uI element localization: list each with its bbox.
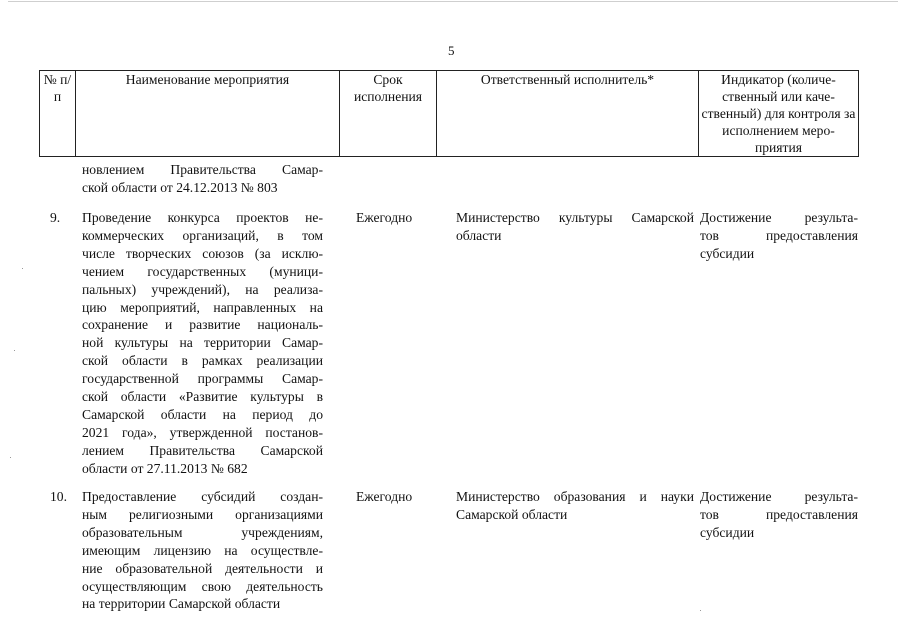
name-line: Проведение конкурса проектов не- <box>82 210 323 225</box>
executor-value <box>456 488 694 524</box>
header-name: Наименование мероприятия <box>76 71 340 157</box>
header-term: Срок исполнения <box>340 71 437 157</box>
name-line: лением Правительства Самарской <box>82 442 323 458</box>
name-line: ным религиозными организациями <box>82 506 323 522</box>
executor-line: области <box>456 227 502 243</box>
scan-speck <box>700 610 701 611</box>
indicator-line: тов предоставления <box>700 227 858 243</box>
name-line: пальных) учреждений), на реализа- <box>82 281 323 297</box>
name-line: новлением Правительства Самар- <box>82 162 323 177</box>
table-row <box>82 488 323 613</box>
scan-speck <box>22 268 23 269</box>
name-line: ной культуры на территории Самар- <box>82 335 323 351</box>
indicator-line: субсидии <box>700 245 755 261</box>
row-number: 9. <box>50 210 61 225</box>
name-line: ской области «Развитие культуры в <box>82 389 323 405</box>
name-line: ние образовательной деятельности и <box>82 560 323 576</box>
header-indicator: Индикатор (количе-ственный или каче-ственный) для контроля за исполнением меро-приятия <box>699 71 859 157</box>
page-number: 5 <box>448 43 455 58</box>
scan-speck <box>10 457 11 458</box>
name-line: числе творческих союзов (за исклю- <box>82 245 323 261</box>
name-line: области от 27.11.2013 № 682 <box>82 460 248 476</box>
name-line: имеющим лицензию на осуществле- <box>82 542 323 558</box>
name-line: коммерческих организаций, в том <box>82 227 323 243</box>
executor-line: Самарской области <box>456 506 568 522</box>
scan-top-edge <box>8 1 898 2</box>
term-value: Ежегодно <box>356 489 413 504</box>
name-line: ской области в рамках реализации <box>82 353 323 369</box>
table-row <box>82 209 323 478</box>
header-executor: Ответственный исполнитель* <box>437 71 699 157</box>
indicator-line: тов предоставления <box>700 506 858 522</box>
indicator-line: Достижение результа- <box>700 489 858 504</box>
table-header <box>39 70 859 157</box>
name-line: образовательным учреждениям, <box>82 524 323 540</box>
name-line: 2021 года», утвержденной постанов- <box>82 424 323 440</box>
name-line: цию мероприятий, направленных на <box>82 299 323 315</box>
executor-line: Министерство культуры Самарской <box>456 210 694 225</box>
name-line: чением государственных (муници- <box>82 263 323 279</box>
row-number: 10. <box>50 489 67 504</box>
name-line: на территории Самарской области <box>82 596 281 612</box>
name-line: государственной программы Самар- <box>82 371 323 387</box>
name-line: Самарской области на период до <box>82 406 323 422</box>
indicator-line: субсидии <box>700 524 755 540</box>
executor-value <box>456 209 694 245</box>
name-line: осуществляющим свою деятельность <box>82 578 323 594</box>
header-num: № п/п <box>40 71 76 157</box>
name-line: сохранение и развитие националь- <box>82 317 323 333</box>
indicator-line: Достижение результа- <box>700 210 858 225</box>
name-line: ской области от 24.12.2013 № 803 <box>82 179 278 195</box>
term-value: Ежегодно <box>356 210 413 225</box>
scan-speck <box>14 350 15 351</box>
indicator-value <box>700 209 858 263</box>
table-row <box>82 161 323 197</box>
name-line: Предоставление субсидий создан- <box>82 489 323 504</box>
executor-line: Министерство образования и науки <box>456 489 694 504</box>
indicator-value <box>700 488 858 542</box>
